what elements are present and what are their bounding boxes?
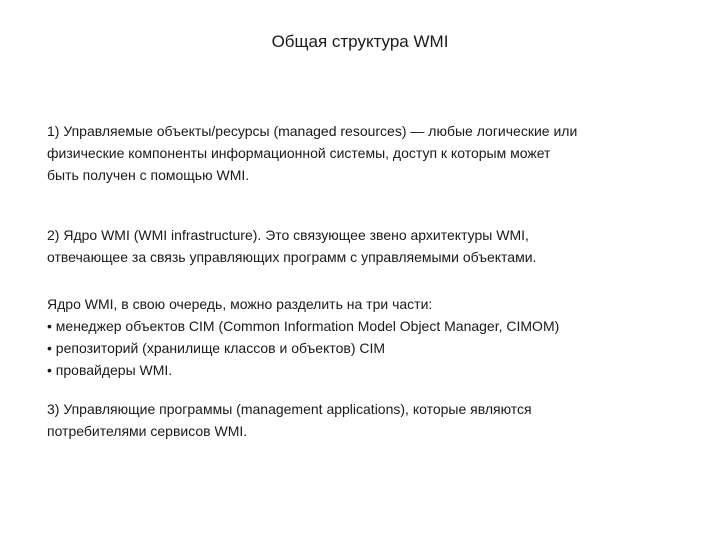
text-line: отвечающее за связь управляющих программ с управляемыми объектами. [47, 249, 537, 265]
text-line: физические компоненты информационной системы, доступ к которым может [47, 145, 551, 161]
item-wmi-infrastructure [47, 224, 687, 268]
text-line: 2) Ядро WMI (WMI infrastructure). Это связующее звено архитектуры WMI, [47, 227, 529, 243]
bullet-item: • репозиторий (хранилище классов и объектов) CIM [47, 340, 386, 356]
bullet-item: • провайдеры WMI. [47, 362, 173, 378]
core-intro: Ядро WMI, в свою очередь, можно разделить на три части: [47, 296, 433, 312]
text-line: быть получен с помощью WMI. [47, 167, 250, 183]
slide-title: Общая структура WMI [271, 32, 449, 51]
text-line: 1) Управляемые объекты/ресурсы (managed resources) — любые логические или [47, 123, 578, 139]
text-line: 3) Управляющие программы (management applications), которые являются [47, 401, 532, 417]
item-managed-resources [47, 120, 687, 186]
text-line: потребителями сервисов WMI. [47, 423, 248, 439]
item-management-applications [47, 398, 687, 442]
core-parts-list [47, 293, 687, 381]
bullet-item: • менеджер объектов CIM (Common Information Model Object Manager, CIMOM) [47, 318, 560, 334]
